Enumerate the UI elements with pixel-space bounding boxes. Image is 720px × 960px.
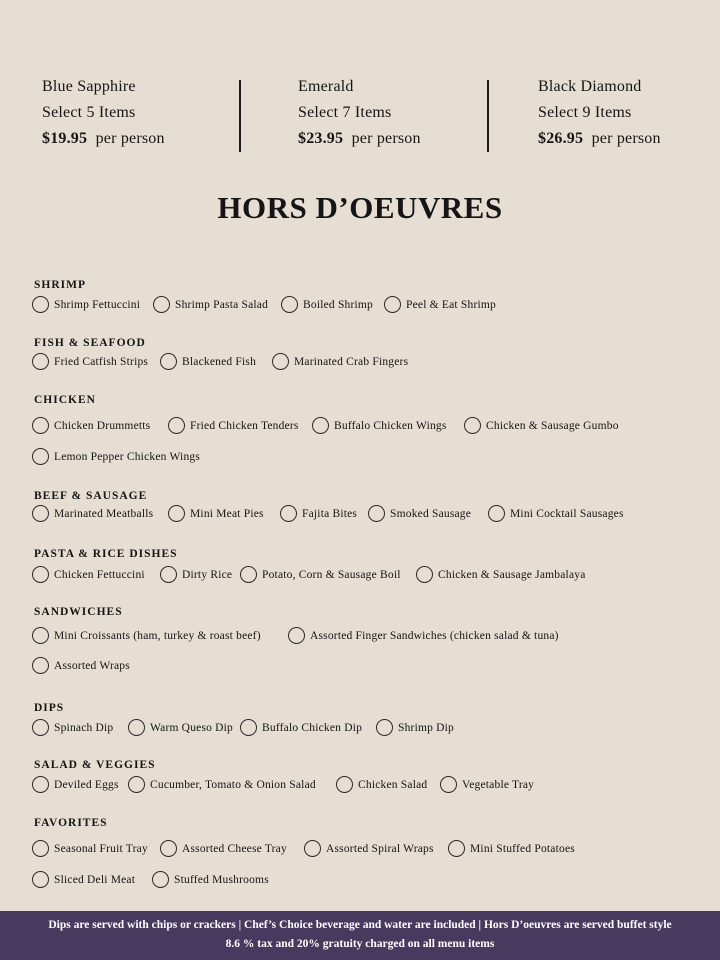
radio-button[interactable] (368, 505, 385, 522)
menu-item-label: Smoked Sausage (390, 507, 472, 520)
package-name: Emerald (298, 78, 354, 95)
radio-button[interactable] (32, 776, 49, 793)
radio-button[interactable] (376, 719, 393, 736)
radio-button[interactable] (160, 566, 177, 583)
radio-button[interactable] (160, 353, 177, 370)
menu-item-label: Chicken Fettuccini (54, 568, 145, 581)
menu-item-option[interactable] (128, 719, 233, 736)
radio-button[interactable] (32, 448, 49, 465)
radio-button[interactable] (32, 296, 49, 313)
menu-item-option[interactable] (160, 353, 256, 370)
menu-item-label: Blackened Fish (182, 355, 257, 368)
radio-button[interactable] (160, 840, 177, 857)
menu-item-label: Marinated Crab Fingers (294, 355, 409, 368)
menu-item-option[interactable] (160, 566, 232, 583)
radio-button[interactable] (32, 505, 49, 522)
package-emerald (298, 74, 421, 152)
menu-item-label: Shrimp Pasta Salad (175, 298, 269, 311)
package-price-line (298, 126, 421, 152)
radio-button[interactable] (448, 840, 465, 857)
section-heading-pasta-rice: PASTA & RICE DISHES (34, 548, 178, 560)
menu-item-option[interactable] (368, 505, 471, 522)
radio-button[interactable] (416, 566, 433, 583)
radio-button[interactable] (304, 840, 321, 857)
menu-title: HORS D’OEUVRES (217, 190, 503, 225)
radio-button[interactable] (240, 719, 257, 736)
menu-item-option[interactable] (32, 448, 200, 465)
radio-button[interactable] (312, 417, 329, 434)
menu-item-option[interactable] (281, 296, 373, 313)
package-price-unit: per person (591, 130, 661, 147)
radio-button[interactable] (168, 417, 185, 434)
menu-item-option[interactable] (312, 417, 447, 434)
package-price-unit: per person (351, 130, 421, 147)
radio-button[interactable] (32, 627, 49, 644)
menu-item-label: Lemon Pepper Chicken Wings (54, 450, 201, 463)
menu-item-label: Seasonal Fruit Tray (54, 842, 148, 855)
menu-item-option[interactable] (376, 719, 454, 736)
menu-item-option[interactable] (488, 505, 624, 522)
radio-button[interactable] (128, 719, 145, 736)
package-price: $26.95 (538, 130, 584, 147)
menu-item-label: Fried Chicken Tenders (190, 419, 299, 432)
menu-item-option[interactable] (416, 566, 586, 583)
menu-item-option[interactable] (160, 840, 287, 857)
menu-item-option[interactable] (32, 505, 153, 522)
menu-item-option[interactable] (32, 296, 140, 313)
menu-item-option[interactable] (32, 417, 150, 434)
menu-item-label: Buffalo Chicken Wings (334, 419, 447, 432)
menu-item-label: Chicken Drummetts (54, 419, 151, 432)
section-heading-sandwiches: SANDWICHES (34, 606, 123, 618)
menu-item-label: Fried Catfish Strips (54, 355, 149, 368)
menu-item-option[interactable] (304, 840, 434, 857)
package-price-unit: per person (95, 130, 165, 147)
section-heading-salad-veggies: SALAD & VEGGIES (34, 759, 156, 771)
menu-item-label: Mini Cocktail Sausages (510, 507, 624, 520)
menu-item-option[interactable] (32, 776, 119, 793)
radio-button[interactable] (272, 353, 289, 370)
section-heading-fish-seafood: FISH & SEAFOOD (34, 337, 146, 349)
package-price-line (538, 126, 661, 152)
menu-item-label: Mini Croissants (ham, turkey & roast beef) (54, 629, 261, 642)
menu-item-option[interactable] (32, 840, 148, 857)
menu-item-option[interactable] (280, 505, 357, 522)
radio-button[interactable] (384, 296, 401, 313)
menu-item-option[interactable] (152, 871, 269, 888)
package-price: $23.95 (298, 130, 344, 147)
package-black-diamond (538, 74, 661, 152)
package-name: Blue Sapphire (42, 78, 136, 95)
menu-item-label: Fajita Bites (302, 507, 358, 520)
radio-button[interactable] (153, 296, 170, 313)
section-heading-favorites: FAVORITES (34, 817, 108, 829)
footer-note-line1: Dips are served with chips or crackers | Chef’s Choice beverage and water are included | Hors D’oeuvres are served buffet style (48, 919, 672, 931)
footer-banner (0, 911, 720, 960)
radio-button[interactable] (152, 871, 169, 888)
menu-item-option[interactable] (464, 417, 619, 434)
menu-item-label: Chicken Salad (358, 778, 428, 791)
radio-button[interactable] (32, 417, 49, 434)
package-divider (239, 80, 241, 152)
radio-button[interactable] (168, 505, 185, 522)
radio-button[interactable] (32, 657, 49, 674)
radio-button[interactable] (281, 296, 298, 313)
menu-item-option[interactable] (336, 776, 427, 793)
menu-item-label: Warm Queso Dip (150, 721, 233, 734)
menu-item-option[interactable] (32, 353, 148, 370)
menu-item-label: Chicken & Sausage Jambalaya (438, 568, 586, 581)
menu-item-label: Assorted Wraps (54, 659, 130, 672)
menu-item-label: Mini Meat Pies (190, 507, 264, 520)
menu-item-option[interactable] (153, 296, 268, 313)
menu-item-option[interactable] (288, 627, 559, 644)
menu-item-label: Cucumber, Tomato & Onion Salad (150, 778, 316, 791)
menu-item-label: Potato, Corn & Sausage Boil (262, 568, 401, 581)
menu-item-option[interactable] (32, 566, 145, 583)
radio-button[interactable] (240, 566, 257, 583)
menu-item-option[interactable] (240, 719, 362, 736)
package-name: Black Diamond (538, 78, 642, 95)
menu-item-label: Mini Stuffed Potatoes (470, 842, 575, 855)
footer-note-line2: 8.6 % tax and 20% gratuity charged on all menu items (225, 938, 495, 950)
menu-item-label: Deviled Eggs (54, 778, 119, 791)
menu-item-label: Vegetable Tray (462, 778, 535, 791)
menu-item-label: Stuffed Mushrooms (174, 873, 269, 886)
section-heading-shrimp: SHRIMP (34, 279, 86, 291)
section-heading-dips: DIPS (34, 702, 65, 714)
radio-button[interactable] (440, 776, 457, 793)
radio-button[interactable] (488, 505, 505, 522)
menu-item-option[interactable] (440, 776, 534, 793)
package-blue-sapphire (42, 74, 165, 152)
menu-item-option[interactable] (32, 657, 130, 674)
section-heading-chicken: CHICKEN (34, 394, 96, 406)
menu-item-label: Assorted Spiral Wraps (326, 842, 434, 855)
menu-item-option[interactable] (168, 505, 264, 522)
menu-item-label: Shrimp Dip (398, 721, 454, 734)
menu-item-option[interactable] (272, 353, 408, 370)
menu-item-label: Spinach Dip (54, 721, 114, 734)
package-select-count: Select 9 Items (538, 104, 632, 121)
menu-item-option[interactable] (168, 417, 299, 434)
menu-item-label: Shrimp Fettuccini (54, 298, 141, 311)
menu-item-label: Marinated Meatballs (54, 507, 154, 520)
package-divider (487, 80, 489, 152)
radio-button[interactable] (336, 776, 353, 793)
menu-item-option[interactable] (32, 871, 135, 888)
menu-item-label: Dirty Rice (182, 568, 233, 581)
menu-item-option[interactable] (32, 719, 113, 736)
radio-button[interactable] (32, 566, 49, 583)
menu-item-label: Chicken & Sausage Gumbo (486, 419, 619, 432)
package-price: $19.95 (42, 130, 88, 147)
package-select-count: Select 5 Items (42, 104, 136, 121)
radio-button[interactable] (32, 871, 49, 888)
radio-button[interactable] (464, 417, 481, 434)
menu-item-option[interactable] (384, 296, 496, 313)
menu-item-label: Boiled Shrimp (303, 298, 374, 311)
radio-button[interactable] (280, 505, 297, 522)
radio-button[interactable] (32, 840, 49, 857)
menu-item-label: Assorted Finger Sandwiches (chicken salad & tuna) (310, 629, 559, 642)
menu-item-option[interactable] (32, 627, 261, 644)
package-tiers (0, 74, 720, 156)
menu-item-label: Assorted Cheese Tray (182, 842, 287, 855)
section-heading-beef-sausage: BEEF & SAUSAGE (34, 490, 148, 502)
package-price-line (42, 126, 165, 152)
radio-button[interactable] (32, 719, 49, 736)
radio-button[interactable] (32, 353, 49, 370)
menu-item-option[interactable] (240, 566, 401, 583)
menu-item-label: Peel & Eat Shrimp (406, 298, 496, 311)
menu-item-option[interactable] (128, 776, 316, 793)
menu-item-label: Buffalo Chicken Dip (262, 721, 363, 734)
radio-button[interactable] (288, 627, 305, 644)
menu-item-option[interactable] (448, 840, 575, 857)
menu-item-label: Sliced Deli Meat (54, 873, 136, 886)
package-select-count: Select 7 Items (298, 104, 392, 121)
radio-button[interactable] (128, 776, 145, 793)
